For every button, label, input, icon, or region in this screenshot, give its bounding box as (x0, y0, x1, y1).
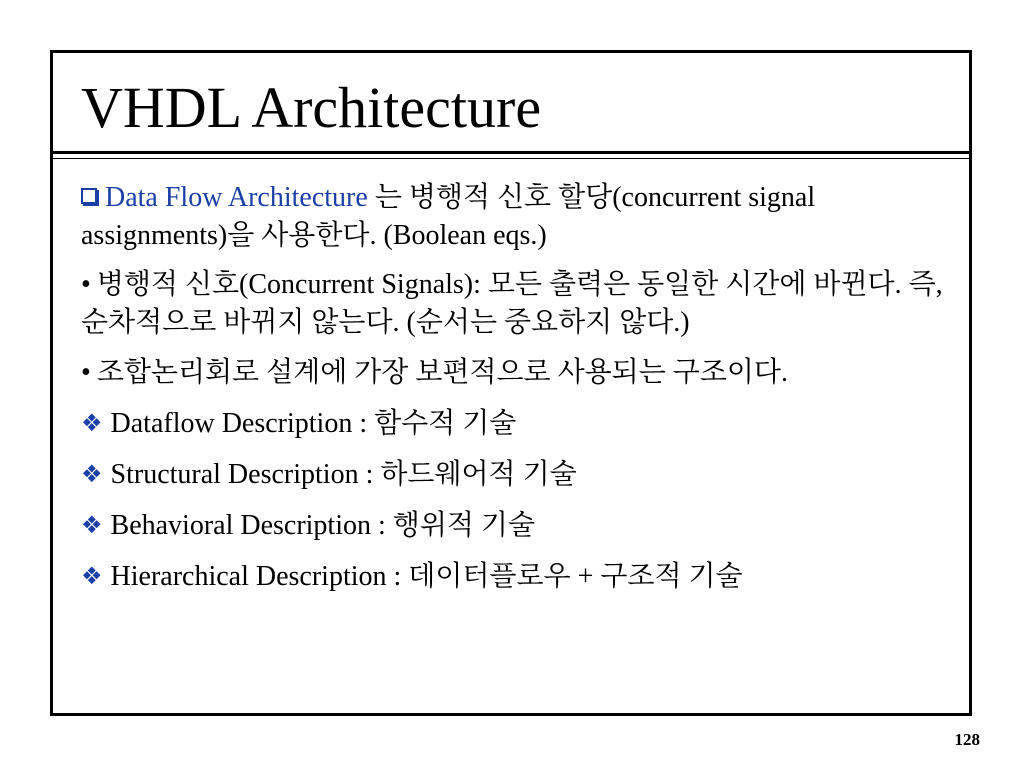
slide-body (81, 179, 943, 608)
page-number: 128 (954, 730, 980, 749)
diamond-cluster-icon: ❖ (81, 409, 103, 437)
description-text: Hierarchical Description : 데이터플로우 + 구조적 기술 (110, 561, 743, 592)
description-text: Structural Description : 하드웨어적 기술 (110, 459, 577, 490)
bullet-item (81, 266, 943, 342)
checkbox-icon (81, 188, 97, 204)
title-divider-thin (53, 158, 969, 159)
bullet-dot-icon: • (81, 357, 91, 388)
description-text: Dataflow Description : 함수적 기술 (110, 408, 517, 439)
diamond-cluster-icon: ❖ (81, 511, 103, 539)
slide-frame (50, 50, 972, 716)
description-item (81, 506, 943, 545)
description-item (81, 455, 943, 494)
bullet-item (81, 354, 943, 392)
intro-highlight: Data Flow Architecture (105, 182, 368, 213)
description-item (81, 557, 943, 596)
diamond-cluster-icon: ❖ (81, 460, 103, 488)
description-text: Behavioral Description : 행위적 기술 (110, 510, 536, 541)
intro-paragraph (81, 179, 943, 255)
slide-title: VHDL Architecture (81, 75, 542, 140)
intro-text: 는 병행적 신호 할당(concurrent signal assignments)을 사용한다. (Boolean eqs.) (81, 182, 816, 251)
bullet-text: 조합논리회로 설계에 가장 보편적으로 사용되는 구조이다. (96, 357, 788, 388)
description-item (81, 404, 943, 443)
bullet-text: 병행적 신호(Concurrent Signals): 모든 출력은 동일한 시간에 바뀐다. 즉, 순차적으로 바뀌지 않는다. (순서는 중요하지 않다.) (81, 269, 943, 338)
diamond-cluster-icon: ❖ (81, 562, 103, 590)
title-divider (53, 151, 969, 154)
bullet-dot-icon: • (81, 269, 91, 300)
